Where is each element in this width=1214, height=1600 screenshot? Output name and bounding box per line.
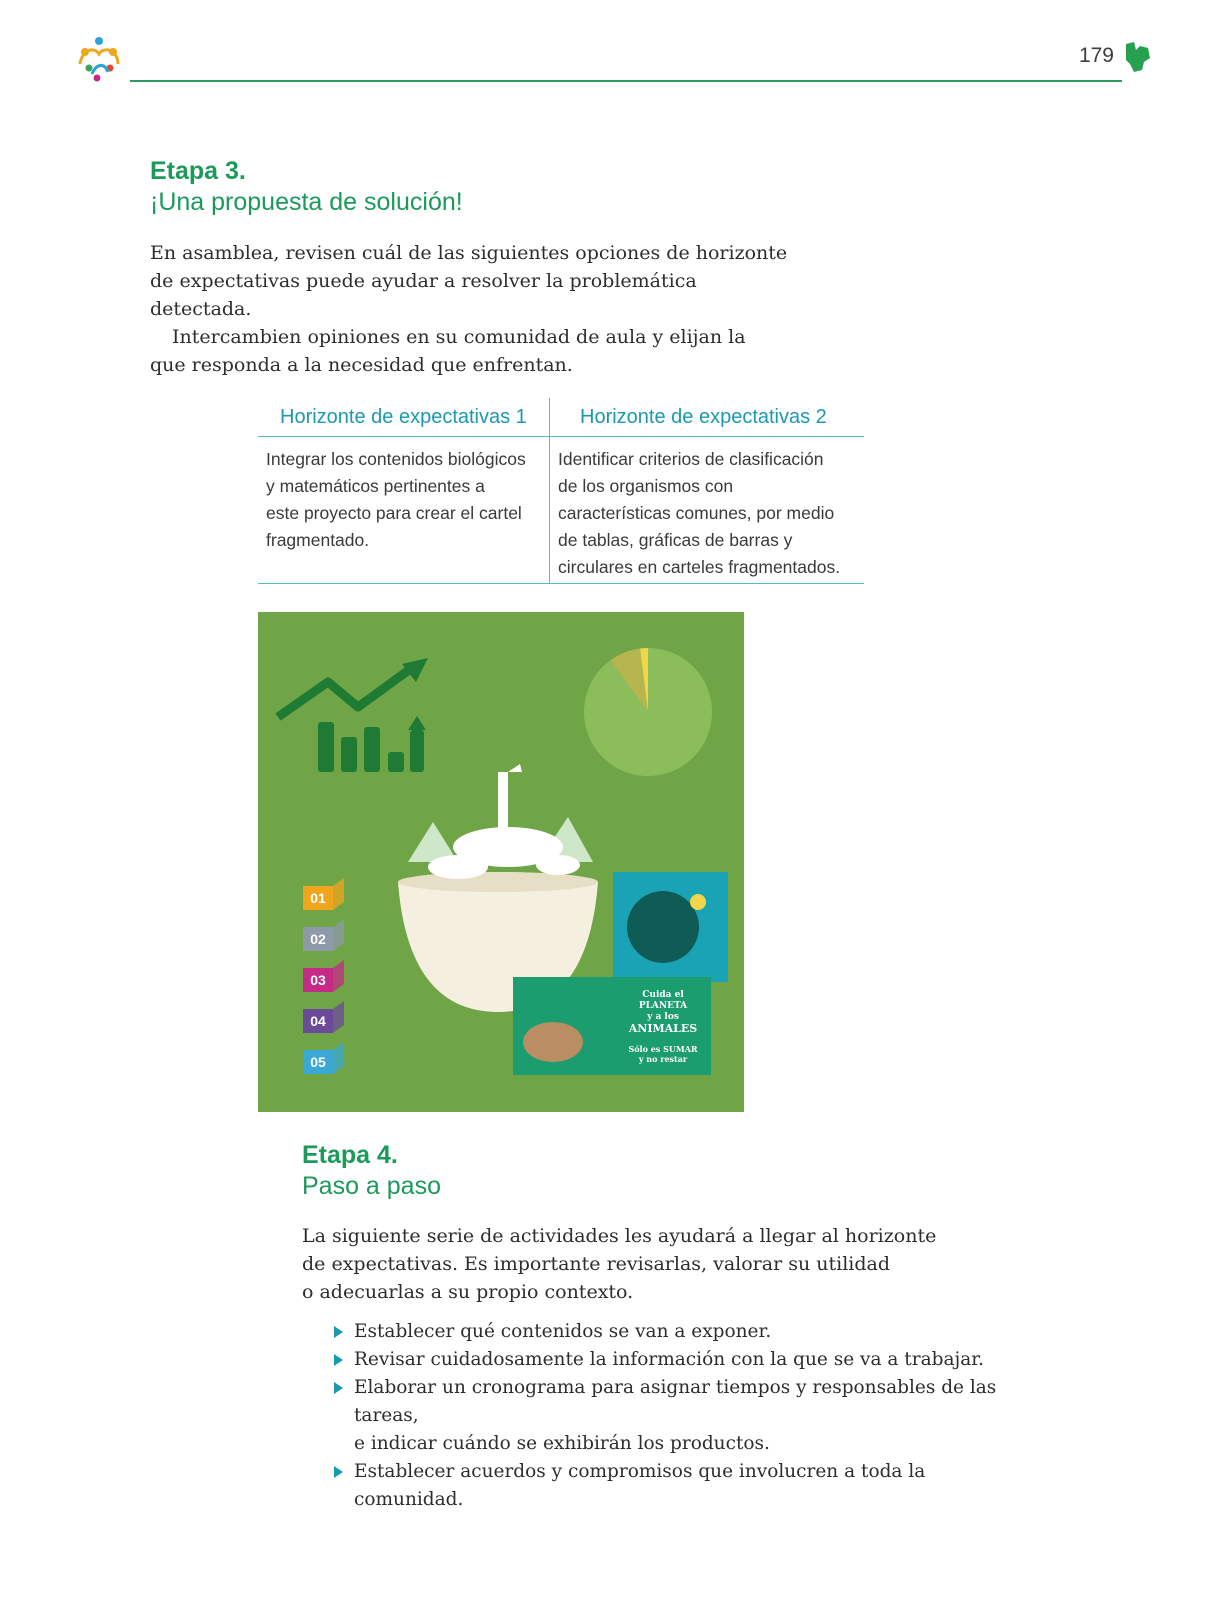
poster-line: y a los (647, 1012, 679, 1022)
cell-line: Integrar los contenidos biológicos (266, 449, 526, 469)
list-item-text: Elaborar un cronograma para asignar tiempos y responsables de las tareas, (354, 1377, 997, 1426)
etapa3-intro (150, 239, 790, 379)
text-line: o adecuarlas a su propio contexto. (302, 1281, 634, 1303)
activity-list (332, 1318, 1012, 1514)
cell-line: Identificar criterios de clasificación (558, 449, 824, 469)
table-header-1: Horizonte de expectativas 1 (280, 406, 527, 428)
list-item (332, 1318, 1012, 1346)
step-label: 04 (310, 1013, 326, 1029)
cell-line: y matemáticos pertinentes a (266, 476, 485, 496)
list-item (332, 1346, 1012, 1374)
cell-line: de los organismos con (558, 476, 734, 496)
etapa4-subtitle: Paso a paso (302, 1172, 441, 1200)
poster-line: Cuida el (642, 990, 684, 1000)
etapa3-title: Etapa 3. (150, 157, 246, 185)
text-line: que responda a la necesidad que enfrentan. (150, 354, 573, 376)
page-number: 179 (1078, 44, 1114, 67)
horizon-table (258, 398, 864, 584)
etapa4-intro (302, 1222, 1002, 1306)
list-item (332, 1458, 1012, 1514)
etapa3-paragraph-2 (150, 323, 790, 351)
people-circle-logo-icon (72, 34, 126, 84)
step-label: 01 (310, 890, 326, 906)
etapa4-paragraph (302, 1222, 1002, 1306)
table-header-rule (258, 436, 864, 437)
biodiversity-infographic-illustration (258, 612, 744, 1112)
list-item-text: Establecer qué contenidos se van a exponer. (354, 1321, 772, 1342)
poster-line: PLANETA (638, 1001, 688, 1011)
step-label: 02 (310, 931, 326, 947)
step-label: 05 (310, 1054, 326, 1070)
cell-line: circulares en carteles fragmentados. (558, 557, 841, 577)
table-header-2: Horizonte de expectativas 2 (580, 406, 827, 428)
bullet-triangle-icon (334, 1354, 343, 1366)
bullet-triangle-icon (334, 1466, 343, 1478)
table-cell-1 (266, 446, 546, 554)
list-item-text: e indicar cuándo se exhibirán los productos. (354, 1433, 770, 1454)
poster-line: Sólo es SUMAR (628, 1044, 698, 1054)
text-line: En asamblea, revisen cuál de las siguientes opciones de horizonte (150, 242, 788, 264)
poster-line: ANIMALES (628, 1022, 698, 1035)
text-line: La siguiente serie de actividades les ayudará a llegar al horizonte (302, 1225, 937, 1247)
table-cell-2 (558, 446, 858, 581)
list-item (332, 1374, 1012, 1458)
green-mark-icon (1122, 40, 1154, 74)
text-line: de expectativas. Es importante revisarlas, valorar su utilidad (302, 1253, 890, 1275)
etapa3-subtitle: ¡Una propuesta de solución! (150, 188, 463, 216)
etapa4-title: Etapa 4. (302, 1141, 398, 1169)
bullet-triangle-icon (334, 1382, 343, 1394)
pie-chart-icon (584, 648, 712, 776)
pie-slice (584, 648, 712, 776)
poster-line: y no restar (638, 1054, 688, 1064)
cell-line: fragmentado. (266, 530, 370, 550)
step-label: 03 (310, 972, 326, 988)
header-rule (130, 80, 1122, 82)
text-line: Intercambien opiniones en su comunidad de aula y elijan la (172, 326, 746, 348)
bullet-triangle-icon (334, 1326, 343, 1338)
text-line: de expectativas puede ayudar a resolver la problemática (150, 270, 697, 292)
table-column-divider (549, 398, 550, 584)
etapa3-paragraph-2-cont (150, 351, 790, 379)
table-bottom-rule (258, 583, 864, 584)
cell-line: de tablas, gráficas de barras y (558, 530, 793, 550)
text-line: detectada. (150, 298, 252, 320)
list-item-text: Establecer acuerdos y compromisos que involucren a toda la comunidad. (354, 1461, 926, 1510)
cell-line: características comunes, por medio (558, 503, 835, 523)
list-item-text: Revisar cuidadosamente la información con la que se va a trabajar. (354, 1349, 984, 1370)
cell-line: este proyecto para crear el cartel (266, 503, 522, 523)
etapa3-paragraph-1 (150, 239, 790, 323)
